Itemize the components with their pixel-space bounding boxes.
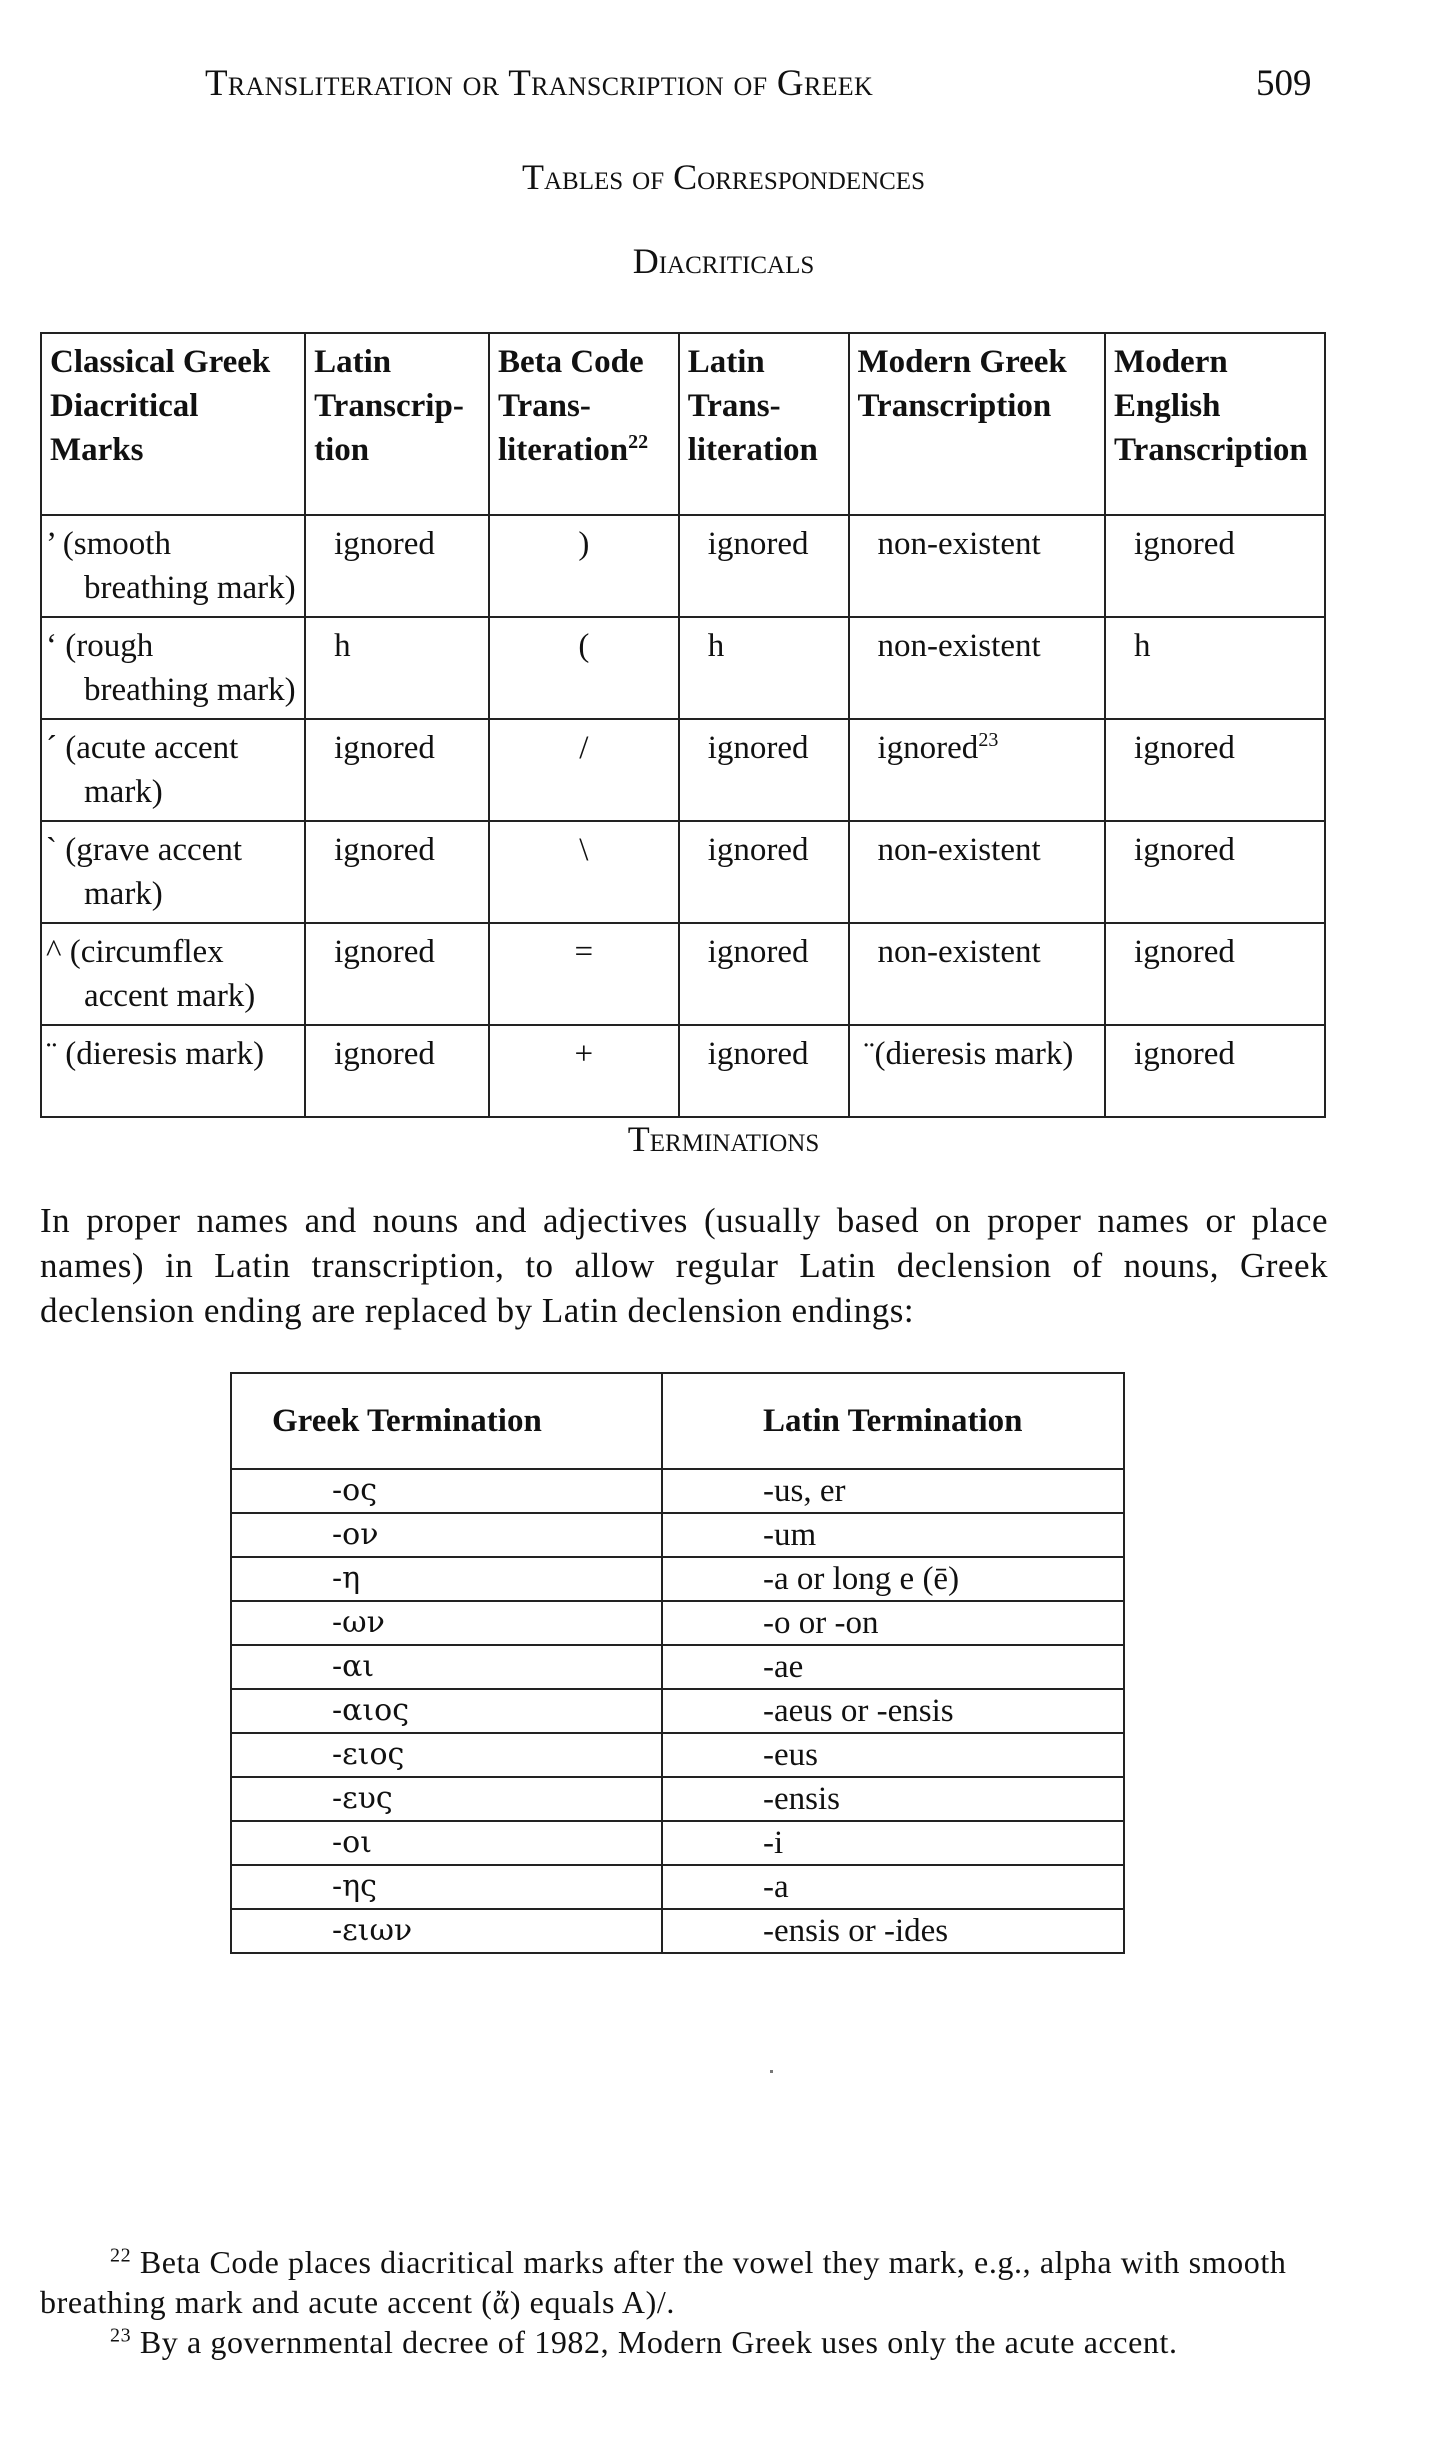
cell-latin: h [305, 617, 489, 719]
cell-latin: -ensis or -ides [662, 1909, 1124, 1953]
cell-latin: -aeus or -ensis [662, 1689, 1124, 1733]
cell-latin: -um [662, 1513, 1124, 1557]
cell-modern-greek: non-existent [849, 515, 1106, 617]
terminations-heading: Terminations [627, 1119, 820, 1159]
cell-modern-english: ignored [1105, 1025, 1325, 1117]
col-header-line: Classical Greek [50, 344, 271, 380]
diacriticals-table [40, 332, 1326, 1118]
mark-line: mark) [84, 876, 163, 912]
col-header-line: Transcrip- [314, 388, 464, 424]
footnote-22 [40, 2242, 1328, 2322]
mark-line: accent mark) [84, 978, 256, 1014]
col-header-beta-code [489, 333, 679, 515]
cell-latin-translit: ignored [679, 515, 849, 617]
cell-modern-english: ignored [1105, 821, 1325, 923]
cell-latin: -eus [662, 1733, 1124, 1777]
cell-greek: -ης [231, 1865, 662, 1909]
col-header-greek-termination: Greek Termination [231, 1373, 662, 1469]
cell-greek: -η [231, 1557, 662, 1601]
terminations-table [230, 1372, 1125, 1954]
cell-latin: -a [662, 1865, 1124, 1909]
cell-modern-greek: non-existent [849, 923, 1106, 1025]
col-header-latin-transcription [305, 333, 489, 515]
col-header-line: Trans- [497, 388, 591, 424]
cell-latin: ignored [305, 1025, 489, 1117]
cell-beta: / [489, 719, 679, 821]
col-header-text: literation [497, 432, 629, 468]
col-header-latin-transliteration [679, 333, 849, 515]
col-header-line: Transcription [1114, 432, 1308, 468]
col-header-line: Trans- [687, 388, 781, 424]
cell-greek: -ος [231, 1469, 662, 1513]
cell-modern-greek: non-existent [849, 617, 1106, 719]
table-row [231, 1821, 1124, 1865]
col-header-line: literation [687, 432, 818, 468]
cell-latin: ignored [305, 719, 489, 821]
table-row [41, 821, 1325, 923]
table-row [41, 719, 1325, 821]
footnote-ref-23: 23 [978, 729, 999, 751]
footnote-ref-22: 22 [628, 431, 649, 453]
table-row [231, 1865, 1124, 1909]
cell-greek: -αιος [231, 1689, 662, 1733]
footnote-number: 23 [110, 2324, 132, 2347]
table-row [41, 1025, 1325, 1117]
col-header-line [498, 428, 670, 472]
col-header-line: Modern [1114, 344, 1228, 380]
table-row [231, 1469, 1124, 1513]
col-header-line: Diacritical [50, 388, 199, 424]
cell-mark [41, 719, 305, 821]
cell-greek: -οι [231, 1821, 662, 1865]
table-row [41, 617, 1325, 719]
mark-line: ’ (smooth [46, 526, 171, 562]
cell-text: ignored [877, 730, 979, 766]
cell-mark [41, 515, 305, 617]
cell-mark [41, 923, 305, 1025]
cell-modern-english: ignored [1105, 923, 1325, 1025]
terminations-header-row [231, 1373, 1124, 1469]
cell-beta: = [489, 923, 679, 1025]
table-row [41, 515, 1325, 617]
cell-beta: \ [489, 821, 679, 923]
table-row [231, 1513, 1124, 1557]
cell-latin-translit: ignored [679, 821, 849, 923]
col-header-line: Beta Code [497, 344, 644, 380]
cell-modern-greek: ¨(dieresis mark) [849, 1025, 1106, 1117]
footnote-23 [40, 2322, 1328, 2362]
col-header-line: Latin [687, 344, 765, 380]
mark-line: breathing mark) [84, 570, 296, 606]
cell-greek: -αι [231, 1645, 662, 1689]
table-row [231, 1601, 1124, 1645]
col-header-line: English [1114, 388, 1221, 424]
table-row [231, 1909, 1124, 1953]
cell-latin: ignored [305, 515, 489, 617]
cell-greek: -ευς [231, 1777, 662, 1821]
diacriticals-header-row [41, 333, 1325, 515]
cell-latin: -ensis [662, 1777, 1124, 1821]
mark-line: mark) [84, 774, 163, 810]
col-header-line: Modern Greek [857, 344, 1067, 380]
cell-beta: ) [489, 515, 679, 617]
cell-latin: -a or long e (ē) [662, 1557, 1124, 1601]
table-row [231, 1689, 1124, 1733]
cell-latin-translit: ignored [679, 719, 849, 821]
cell-latin-translit: ignored [679, 923, 849, 1025]
mark-line: breathing mark) [84, 672, 296, 708]
cell-modern-greek: non-existent [849, 821, 1106, 923]
diacriticals-heading: Diacriticals [632, 241, 815, 281]
cell-beta: + [489, 1025, 679, 1117]
section-title: Tables of Correspondences [522, 157, 925, 197]
col-header-line: Latin [314, 344, 392, 380]
page-number: 509 [1256, 63, 1312, 104]
col-header-modern-greek [849, 333, 1106, 515]
cell-latin-translit: h [679, 617, 849, 719]
mark-line: ^ (circumflex [46, 934, 224, 970]
table-row [231, 1557, 1124, 1601]
cell-greek: -ων [231, 1601, 662, 1645]
footnote-number: 22 [110, 2244, 132, 2267]
cell-mark [41, 1025, 305, 1117]
col-header-line: tion [314, 432, 370, 468]
cell-modern-greek [849, 719, 1106, 821]
cell-beta: ( [489, 617, 679, 719]
cell-mark [41, 617, 305, 719]
footnote-text: Beta Code places diacritical marks after the vowel they mark, e.g., alpha with smooth breathing mark and acute accent (ἄ) equals A)/. [40, 2244, 1287, 2320]
col-header-classical-greek [41, 333, 305, 515]
mark-line: ¨ (dieresis mark) [46, 1036, 265, 1072]
cell-greek: -ειος [231, 1733, 662, 1777]
cell-modern-english: ignored [1105, 719, 1325, 821]
mark-line: ˊ (acute accent [46, 730, 239, 766]
col-header-line: Marks [50, 432, 144, 468]
cell-modern-english: h [1105, 617, 1325, 719]
cell-modern-english: ignored [1105, 515, 1325, 617]
table-row [231, 1733, 1124, 1777]
table-row [231, 1777, 1124, 1821]
stray-dot [770, 2070, 773, 2073]
cell-latin-translit: ignored [679, 1025, 849, 1117]
terminations-intro-paragraph: In proper names and nouns and adjectives (usually based on proper names or place names) in Latin transcription, to allow regular Latin declension of nouns, Greek declension ending are replaced by Latin declension endings: [40, 1201, 1328, 1330]
cell-latin: ignored [305, 923, 489, 1025]
cell-latin: ignored [305, 821, 489, 923]
cell-greek: -ειων [231, 1909, 662, 1953]
cell-latin: -ae [662, 1645, 1124, 1689]
col-header-latin-termination: Latin Termination [662, 1373, 1124, 1469]
table-row [231, 1645, 1124, 1689]
running-header-title: Transliteration or Transcription of Greek [205, 63, 874, 104]
col-header-modern-english [1105, 333, 1325, 515]
footnote-text: By a governmental decree of 1982, Modern Greek uses only the acute accent. [139, 2324, 1178, 2360]
cell-latin: -i [662, 1821, 1124, 1865]
table-row [41, 923, 1325, 1025]
cell-latin: -o or -on [662, 1601, 1124, 1645]
mark-line: ‘ (rough [46, 628, 154, 664]
mark-line: ˋ (grave accent [46, 832, 243, 868]
cell-mark [41, 821, 305, 923]
col-header-line: Transcription [857, 388, 1052, 424]
cell-latin: -us, er [662, 1469, 1124, 1513]
cell-greek: -ον [231, 1513, 662, 1557]
